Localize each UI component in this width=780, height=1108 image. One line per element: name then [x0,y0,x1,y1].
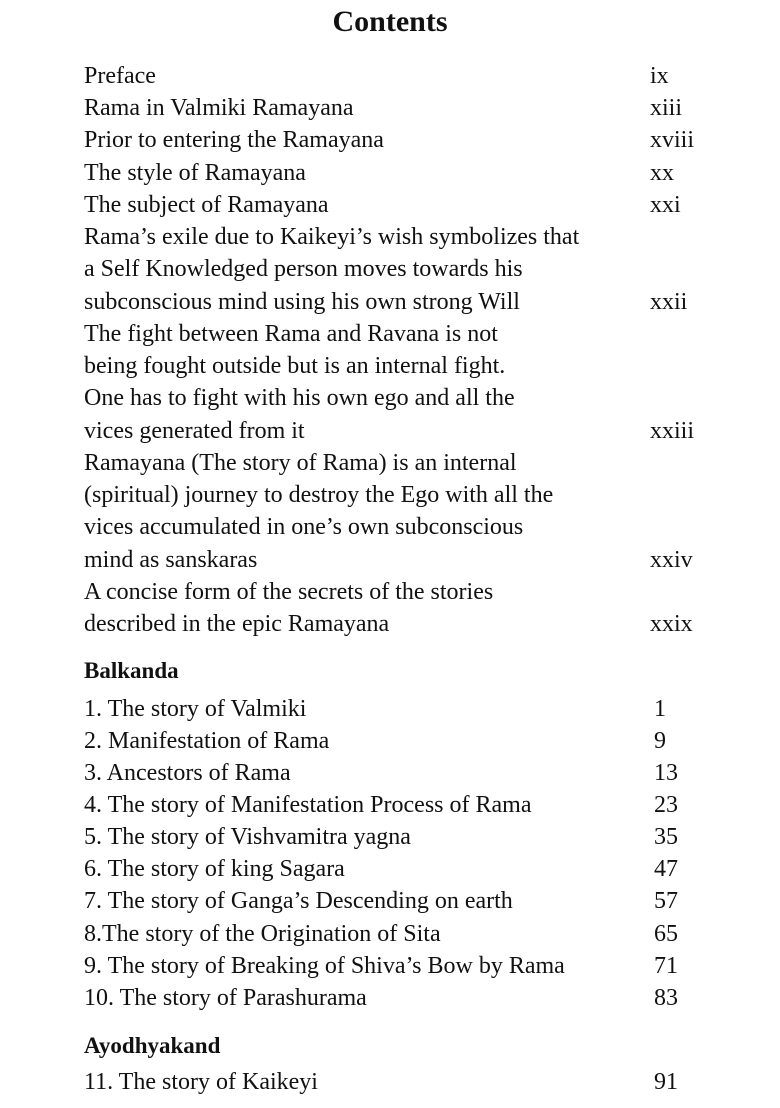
toc-entry-page: xx [650,160,674,186]
toc-entry [84,789,704,821]
toc-entry-title: The style of Ramayana [84,160,306,186]
toc-entry [84,918,704,950]
toc-entry [84,693,704,725]
toc-entry [84,189,704,221]
toc-entry-title: 6. The story of king Sagara [84,856,345,882]
toc-entry-page: xiii [650,95,683,121]
toc-entry-title: Rama’s exile due to Kaikeyi’s wish symbolizes that [84,224,580,250]
toc-entry-title: (spiritual) journey to destroy the Ego with all the [84,482,554,508]
toc-entry-title: described in the epic Ramayana [84,611,390,637]
toc-entry-title: mind as sanskaras [84,547,258,573]
toc-entry-title: 1. The story of Valmiki [84,696,307,722]
toc-entry-line [84,221,704,253]
toc-entry-page: 65 [654,921,678,947]
toc-entry-line [84,253,704,285]
toc-entry-page: 9 [654,728,666,754]
toc-entry [84,757,704,789]
toc-entry-page: xxiii [650,418,695,444]
toc-entry [84,124,704,156]
toc-entry [84,982,704,1014]
toc-entry-title: 2. Manifestation of Rama [84,728,330,754]
toc-entry [84,60,704,92]
toc-entry-page: xxii [650,289,688,315]
toc-entry-title: Rama in Valmiki Ramayana [84,95,354,121]
toc-entry-page: 1 [654,696,666,722]
toc-entry-page: 91 [654,1069,678,1095]
toc-entry [84,725,704,757]
toc-entry-title: 3. Ancestors of Rama [84,760,291,786]
toc-entry-line [84,382,704,414]
toc-entry-line [84,350,704,382]
toc-entry-title: vices generated from it [84,418,305,444]
toc-entry [84,92,704,124]
toc-entry-page: xviii [650,127,695,153]
toc-entry-page: ix [650,63,669,89]
toc-entry-page: xxix [650,611,693,637]
toc-entry-title: The fight between Rama and Ravana is not [84,321,498,347]
toc-entry-page: 47 [654,856,678,882]
toc-entry [84,286,704,318]
toc-entry-title: 8.The story of the Origination of Sita [84,921,441,947]
toc-entry-title: One has to fight with his own ego and all the [84,385,515,411]
toc-entry-title: subconscious mind using his own strong Will [84,289,520,315]
toc-entry-line [84,576,704,608]
toc-entry [84,821,704,853]
toc-entry-title: 9. The story of Breaking of Shiva’s Bow by Rama [84,953,565,979]
section-heading: Balkanda [84,658,179,683]
toc-entry-line [84,318,704,350]
toc-entry-title: a Self Knowledged person moves towards his [84,256,523,282]
toc-entry-title: Preface [84,63,156,89]
toc-entry-page: xxi [650,192,681,218]
toc-entry-page: 23 [654,792,678,818]
toc-entry [84,544,704,576]
toc-entry-page: xxiv [650,547,693,573]
toc-entry [84,157,704,189]
toc-entry-page: 13 [654,760,678,786]
toc-entry [84,1066,704,1098]
toc-entry-page: 83 [654,985,678,1011]
toc-entry-line [84,511,704,543]
toc-entry-line [84,447,704,479]
section-heading: Ayodhyakand [84,1033,221,1058]
toc-entry-page: 57 [654,888,678,914]
toc-entry [84,608,704,640]
toc-entry-line [84,479,704,511]
toc-entry-title: 4. The story of Manifestation Process of Rama [84,792,532,818]
toc-entry-title: The subject of Ramayana [84,192,329,218]
toc-entry [84,885,704,917]
toc-entry-title: 11. The story of Kaikeyi [84,1069,318,1095]
toc-entry-title: being fought outside but is an internal fight. [84,353,506,379]
toc-entry [84,415,704,447]
toc-entry-title: Ramayana (The story of Rama) is an internal [84,450,517,476]
toc-entry-title: vices accumulated in one’s own subconscious [84,514,524,540]
page-title: Contents [332,5,448,38]
toc-entry-page: 71 [654,953,678,979]
toc-entry-title: 5. The story of Vishvamitra yagna [84,824,411,850]
toc-entry [84,853,704,885]
toc-entry-title: 7. The story of Ganga’s Descending on earth [84,888,513,914]
toc-entry-title: Prior to entering the Ramayana [84,127,384,153]
toc-entry [84,950,704,982]
toc-entry-title: A concise form of the secrets of the stories [84,579,494,605]
toc-entry-title: 10. The story of Parashurama [84,985,367,1011]
toc-entry-page: 35 [654,824,678,850]
